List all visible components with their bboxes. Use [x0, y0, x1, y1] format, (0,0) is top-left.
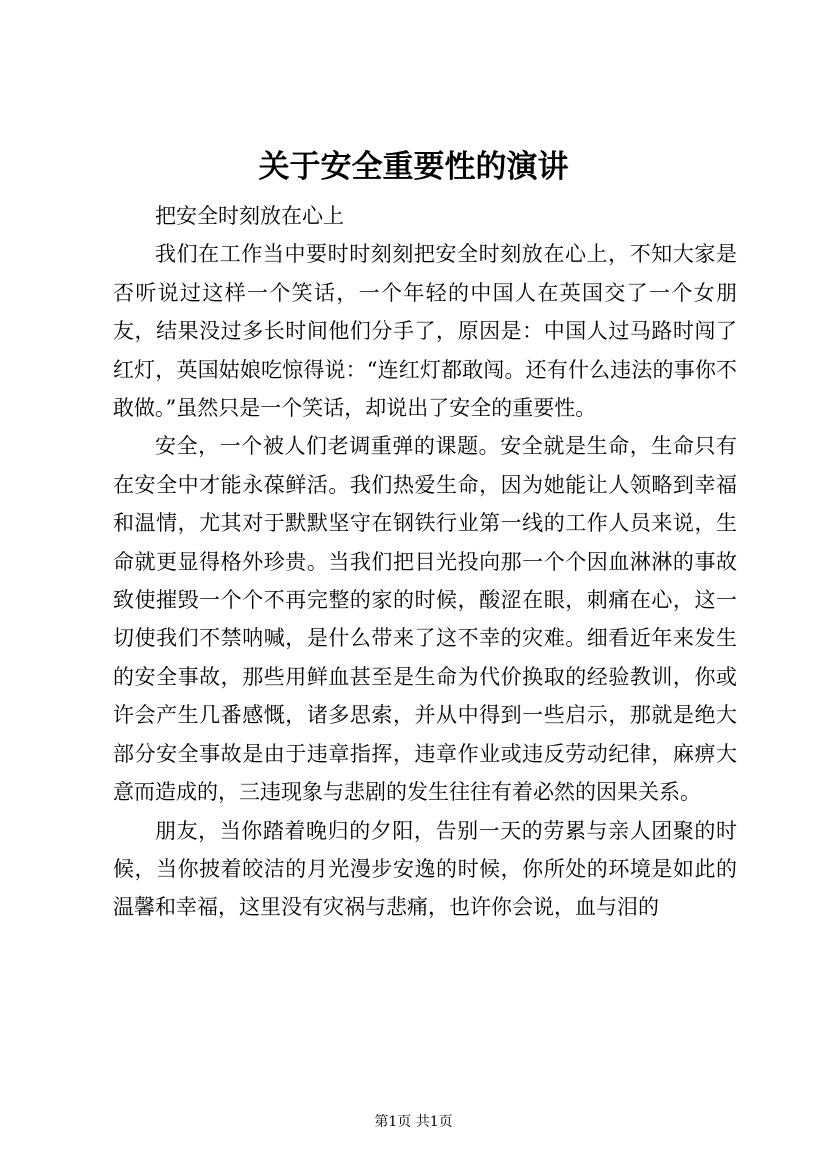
paragraph: 安全，一个被人们老调重弹的课题。安全就是生命，生命只有在安全中才能永葆鲜活。我们热爱生命，因为她能让人领略到幸福和温情，尤其对于默默坚守在钢铁行业第一线的工作人员来说，生命就更显得格外珍贵。当我们把目光投向那一个个因血淋淋的事故致使摧毁一个个不再完整的家的时候，酸涩在眼，刺痛在心，这一切使我们不禁呐喊，是什么带来了这不幸的灾难。细看近年来发生的安全事故，那些用鲜血甚至是生命为代价换取的经验教训，你或许会产生几番感慨，诸多思索，并从中得到一些启示，那就是绝大部分安全事故是由于违章指挥，违章作业或违反劳动纪律，麻痹大意而造成的，三违现象与悲剧的发生往往有着必然的因果关系。 [113, 434, 737, 805]
page-number-footer: 第1页 共1页 [374, 1114, 453, 1130]
paragraph: 我们在工作当中要时时刻刻把安全时刻放在心上，不知大家是否听说过这样一个笑话，一个年轻的中国人在英国交了一个女朋友，结果没过多长时间他们分手了，原因是：中国人过马路时闯了红灯，英国姑娘吃惊得说：“连红灯都敢闯。还有什么违法的事你不敢做。”虽然只是一个笑话，却说出了安全的重要性。 [113, 242, 737, 421]
paragraph: 朋友，当你踏着晚归的夕阳，告别一天的劳累与亲人团聚的时候，当你披着皎洁的月光漫步安逸的时候，你所处的环境是如此的温馨和幸福，这里没有灾祸与悲痛，也许你会说，血与泪的 [113, 818, 737, 920]
document-body [113, 197, 737, 927]
document-title: 关于安全重要性的演讲 [258, 149, 569, 185]
paragraph-subtitle: 把安全时刻放在心上 [155, 204, 344, 228]
